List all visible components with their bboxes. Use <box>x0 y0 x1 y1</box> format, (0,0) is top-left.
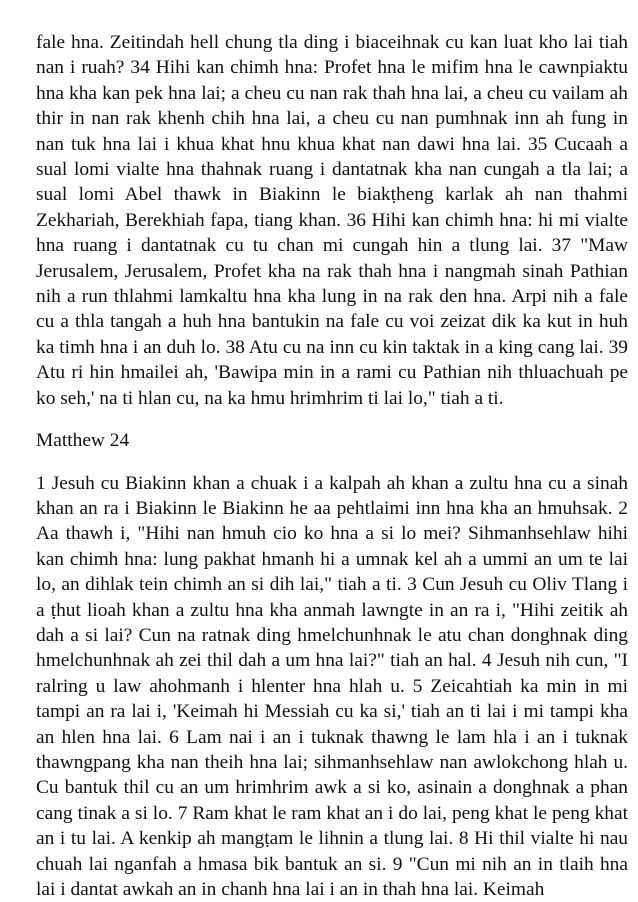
chapter-paragraph: 1 Jesuh cu Biakinn khan a chuak i a kalpah ah khan a zultu hna cu a sinah khan an ra i Biakinn le Biakinn he aa pehtlaimi inn hna kha an hmuhsak. 2 Aa thawh i, "Hihi nan hmuh cio ko hna a si lo mei? Sihmanhsehlaw hihi kan chimh hna: lung pakhat hmanh hi a umnak kel ah a ummi an um te lai lo, an dihlak tein chimh an si dih lai," tiah a ti. 3 Cun Jesuh cu Oliv Tlang i a ṭhut lioah khan a zultu hna kha anmah lawngte in an ra i, "Hihi zeitik ah dah a si lai? Cun na ratnak ding hmelchunhnak le atu chan donghnak ding hmelchunhnak ah zei thil dah a um hna lai?" tiah an hal. 4 Jesuh nih cun, "I ralring u law ahohmanh i hlenter hna hlah u. 5 Zeicahtiah ka min in mi tampi an ra lai i, 'Keimah hi Messiah cu ka si,' tiah an ti lai i mi tampi kha an hlen hna lai. 6 Lam nai i an i tuknak thawng le lam hla i an i tuknak thawngpang kha nan theih hna lai; sihmanhsehlaw nan awlokchong hlah u. Cu bantuk thil cu an um hrimhrim awk a si ko, asinain a donghnak a phan cang tinak a si lo. 7 Ram khat le ram khat an i do lai, peng khat le peng khat an i tu lai. A kenkip ah mangṭam le lihnin a tlung lai. 8 Hi thil vialte hi nau chuah lai nganfah a hmasa bik bantuk an si. 9 "Cun mi nih an in tlaih hna lai i dantat awkah an in chanh hna lai i an in thah hna lai. Keimah <box>36 471 628 902</box>
continuation-paragraph: fale hna. Zeitindah hell chung tla ding i biaceihnak cu kan luat kho lai tiah nan i ruah? 34 Hihi kan chimh hna: Profet hna le mifim hna le cawnpiaktu hna kha kan pek hna lai; a cheu cu nan rak thah hna lai, a cheu cu vailam ah thir in nan rak khenh chih hna lai, a cheu cu nan pumhnak inn ah fung in nan tuk hna lai i khua khat hnu khua khat nan dawi hna lai. 35 Cucaah a sual lomi vialte hna thahnak ruang i dantatnak kha nan cungah a tla lai; a sual lomi Abel thawk in Biakinn le biakṭheng karlak ah nan thahmi Zekhariah, Berekhiah fapa, tiang khan. 36 Hihi kan chimh hna: hi mi vialte hna ruang i dantatnak cu tu chan mi cungah hin a tlung lai. 37 "Maw Jerusalem, Jerusalem, Profet kha na rak thah hna i nangmah sinah Pathian nih a run thlahmi lamkaltu hna kha lung in na rak den hna. Arpi nih a fale cu a thla tangah a huh hna bantukin na fale cu voi zeizat dik ka kut in huh ka timh hna i an duh lo. 38 Atu cu na inn cu kin taktak in a king cang lai. 39 Atu ri hin hmailei ah, 'Bawipa min in a rami cu Pathian nih thluachuah pe ko seh,' na ti hlan cu, na ka hmu hrimhrim ti lai lo," tiah a ti. <box>36 30 628 411</box>
document-page <box>36 30 628 902</box>
chapter-heading: Matthew 24 <box>36 428 628 453</box>
